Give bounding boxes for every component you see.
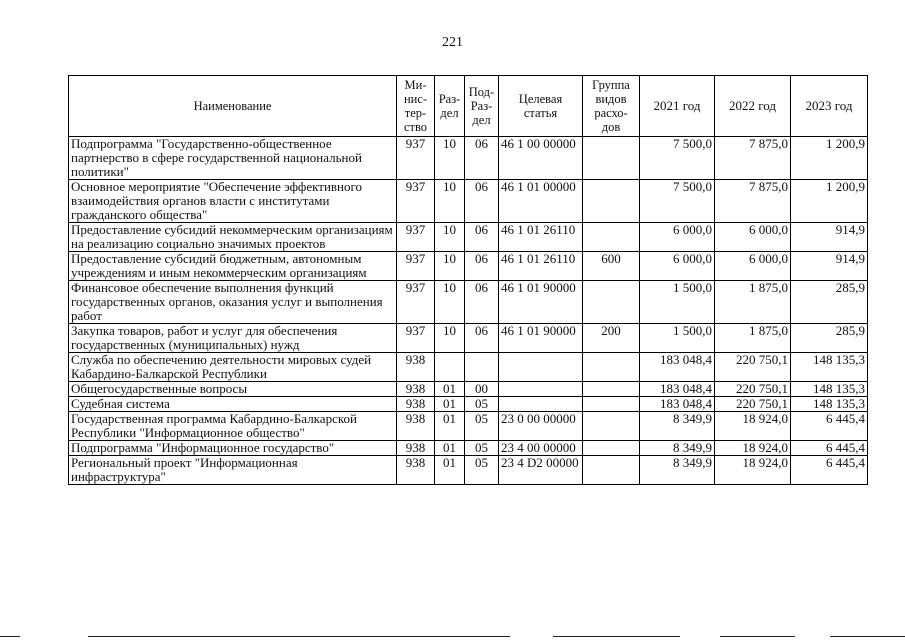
row-section: 01 — [435, 397, 465, 412]
row-target: 46 1 01 90000 — [499, 281, 583, 324]
row-section: 10 — [435, 281, 465, 324]
row-subsection: 06 — [465, 180, 499, 223]
row-group — [583, 180, 640, 223]
row-2023: 148 135,3 — [791, 353, 868, 382]
row-ministry: 938 — [397, 397, 435, 412]
row-name: Основное мероприятие "Обеспечение эффективного взаимодействия органов власти с институтами гражданского общества" — [69, 180, 397, 223]
row-2022: 6 000,0 — [715, 252, 791, 281]
row-subsection: 06 — [465, 252, 499, 281]
row-group: 200 — [583, 324, 640, 353]
row-ministry: 938 — [397, 382, 435, 397]
row-section: 10 — [435, 137, 465, 180]
row-subsection: 06 — [465, 324, 499, 353]
table-row — [69, 382, 868, 397]
header-2021: 2021 год — [640, 76, 715, 137]
row-subsection: 00 — [465, 382, 499, 397]
table-row — [69, 223, 868, 252]
row-ministry: 938 — [397, 456, 435, 485]
row-group — [583, 382, 640, 397]
row-subsection: 06 — [465, 281, 499, 324]
table-row — [69, 137, 868, 180]
row-name: Подпрограмма "Государственно-общественное партнерство в сфере государственной национальной политики" — [69, 137, 397, 180]
row-name: Служба по обеспечению деятельности мировых судей Кабардино-Балкарской Республики — [69, 353, 397, 382]
row-ministry: 937 — [397, 281, 435, 324]
row-2023: 6 445,4 — [791, 412, 868, 441]
row-target: 46 1 00 00000 — [499, 137, 583, 180]
row-2023: 285,9 — [791, 281, 868, 324]
table-row — [69, 324, 868, 353]
row-subsection: 06 — [465, 137, 499, 180]
row-group — [583, 412, 640, 441]
row-ministry: 937 — [397, 180, 435, 223]
row-2021: 8 349,9 — [640, 441, 715, 456]
header-subsection: Под- Раз- дел — [465, 76, 499, 137]
row-2022: 220 750,1 — [715, 382, 791, 397]
row-2021: 1 500,0 — [640, 281, 715, 324]
row-2023: 914,9 — [791, 223, 868, 252]
page-number: 221 — [442, 35, 463, 50]
header-section: Раз- дел — [435, 76, 465, 137]
row-target: 46 1 01 26110 — [499, 252, 583, 281]
table-row — [69, 397, 868, 412]
table-header — [69, 76, 868, 137]
header-2023: 2023 год — [791, 76, 868, 137]
row-ministry: 938 — [397, 412, 435, 441]
table-row — [69, 412, 868, 441]
row-target — [499, 382, 583, 397]
row-section: 01 — [435, 456, 465, 485]
table-row — [69, 281, 868, 324]
row-2021: 7 500,0 — [640, 180, 715, 223]
row-group — [583, 353, 640, 382]
row-ministry: 937 — [397, 252, 435, 281]
row-name: Подпрограмма "Информационное государство" — [69, 441, 397, 456]
row-section: 10 — [435, 223, 465, 252]
row-name: Государственная программа Кабардино-Балкарской Республики "Информационное общество" — [69, 412, 397, 441]
row-name: Закупка товаров, работ и услуг для обеспечения государственных (муниципальных) нужд — [69, 324, 397, 353]
table-row — [69, 456, 868, 485]
row-2021: 183 048,4 — [640, 382, 715, 397]
row-name: Региональный проект "Информационная инфраструктура" — [69, 456, 397, 485]
row-target — [499, 353, 583, 382]
row-section: 10 — [435, 180, 465, 223]
table-body — [69, 137, 868, 485]
row-2021: 8 349,9 — [640, 456, 715, 485]
row-ministry: 937 — [397, 324, 435, 353]
budget-table — [68, 75, 868, 485]
row-2022: 1 875,0 — [715, 281, 791, 324]
row-subsection — [465, 353, 499, 382]
row-group — [583, 441, 640, 456]
row-section: 01 — [435, 382, 465, 397]
row-group — [583, 281, 640, 324]
row-2021: 6 000,0 — [640, 223, 715, 252]
row-group — [583, 137, 640, 180]
row-section — [435, 353, 465, 382]
row-ministry: 937 — [397, 223, 435, 252]
header-target: Целевая статья — [499, 76, 583, 137]
row-2023: 148 135,3 — [791, 397, 868, 412]
row-ministry: 938 — [397, 441, 435, 456]
bottom-rules — [0, 636, 905, 638]
row-target: 46 1 01 26110 — [499, 223, 583, 252]
table-row — [69, 441, 868, 456]
row-section: 10 — [435, 324, 465, 353]
row-subsection: 06 — [465, 223, 499, 252]
row-target: 23 4 D2 00000 — [499, 456, 583, 485]
header-group: Группа видов расхо- дов — [583, 76, 640, 137]
row-2023: 285,9 — [791, 324, 868, 353]
header-2022: 2022 год — [715, 76, 791, 137]
row-2023: 6 445,4 — [791, 456, 868, 485]
row-group — [583, 456, 640, 485]
row-name: Судебная система — [69, 397, 397, 412]
row-2023: 1 200,9 — [791, 180, 868, 223]
row-2021: 7 500,0 — [640, 137, 715, 180]
row-section: 10 — [435, 252, 465, 281]
row-ministry: 938 — [397, 353, 435, 382]
row-2022: 7 875,0 — [715, 180, 791, 223]
row-target: 46 1 01 00000 — [499, 180, 583, 223]
row-group — [583, 223, 640, 252]
table-row — [69, 180, 868, 223]
row-name: Общегосударственные вопросы — [69, 382, 397, 397]
row-2021: 6 000,0 — [640, 252, 715, 281]
row-target: 46 1 01 90000 — [499, 324, 583, 353]
row-subsection: 05 — [465, 441, 499, 456]
row-2023: 148 135,3 — [791, 382, 868, 397]
row-target — [499, 397, 583, 412]
row-2023: 1 200,9 — [791, 137, 868, 180]
row-subsection: 05 — [465, 412, 499, 441]
row-2021: 8 349,9 — [640, 412, 715, 441]
table-row — [69, 252, 868, 281]
row-2022: 18 924,0 — [715, 456, 791, 485]
row-subsection: 05 — [465, 397, 499, 412]
table-row — [69, 353, 868, 382]
row-name: Финансовое обеспечение выполнения функций государственных органов, оказания услуг и выполнения работ — [69, 281, 397, 324]
row-2021: 183 048,4 — [640, 353, 715, 382]
row-name: Предоставление субсидий некоммерческим организациям на реализацию социально значимых проектов — [69, 223, 397, 252]
header-ministry: Ми- нис- тер- ство — [397, 76, 435, 137]
row-2023: 914,9 — [791, 252, 868, 281]
header-name: Наименование — [69, 76, 397, 137]
row-group: 600 — [583, 252, 640, 281]
row-ministry: 937 — [397, 137, 435, 180]
row-2022: 6 000,0 — [715, 223, 791, 252]
row-section: 01 — [435, 412, 465, 441]
row-group — [583, 397, 640, 412]
row-2022: 18 924,0 — [715, 441, 791, 456]
row-2021: 183 048,4 — [640, 397, 715, 412]
row-2022: 18 924,0 — [715, 412, 791, 441]
row-2022: 220 750,1 — [715, 353, 791, 382]
row-2022: 1 875,0 — [715, 324, 791, 353]
row-target: 23 4 00 00000 — [499, 441, 583, 456]
row-section: 01 — [435, 441, 465, 456]
row-name: Предоставление субсидий бюджетным, автономным учреждениям и иным некоммерческим организациям — [69, 252, 397, 281]
row-2021: 1 500,0 — [640, 324, 715, 353]
row-target: 23 0 00 00000 — [499, 412, 583, 441]
row-2022: 7 875,0 — [715, 137, 791, 180]
row-2022: 220 750,1 — [715, 397, 791, 412]
row-subsection: 05 — [465, 456, 499, 485]
row-2023: 6 445,4 — [791, 441, 868, 456]
